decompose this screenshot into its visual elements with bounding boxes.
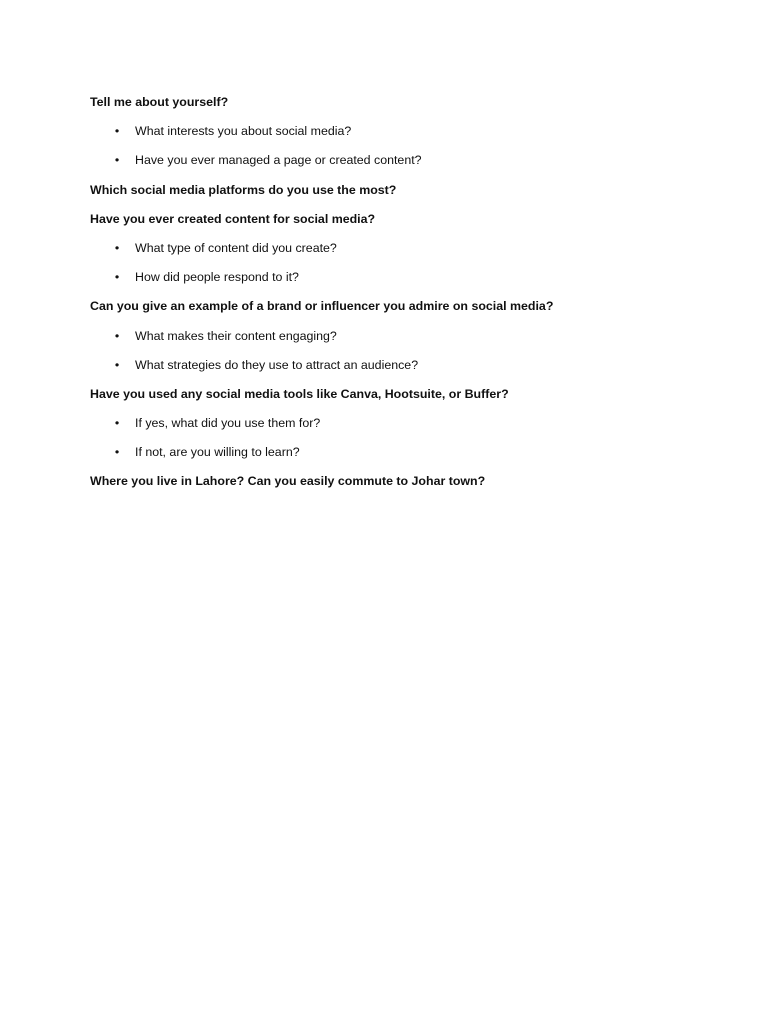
bullet-icon: • <box>114 153 120 168</box>
question-heading: Have you ever created content for social media? <box>90 211 376 226</box>
bullet-icon: • <box>114 445 120 460</box>
bullet-icon: • <box>114 124 120 139</box>
bullet-icon: • <box>114 357 120 372</box>
question-heading: Can you give an example of a brand or influencer you admire on social media? <box>90 299 554 314</box>
question-heading: Where you live in Lahore? Can you easily commute to Johar town? <box>90 474 486 489</box>
document-content <box>90 93 710 502</box>
bullet-item <box>90 356 710 385</box>
bullet-item <box>90 443 710 472</box>
bullet-text: What strategies do they use to attract an audience? <box>135 357 419 372</box>
bullet-text: How did people respond to it? <box>135 270 299 285</box>
question-heading: Which social media platforms do you use the most? <box>90 182 397 197</box>
bullet-icon: • <box>114 270 120 285</box>
bullet-item <box>90 239 710 268</box>
bullet-icon: • <box>114 240 120 255</box>
bullet-text: Have you ever managed a page or created content? <box>135 153 422 168</box>
bullet-text: What type of content did you create? <box>135 240 337 255</box>
bullet-text: What interests you about social media? <box>135 124 352 139</box>
bullet-item <box>90 151 710 180</box>
bullet-item <box>90 122 710 151</box>
question-heading: Tell me about yourself? <box>90 95 229 109</box>
bullet-text: What makes their content engaging? <box>135 328 337 343</box>
bullet-item <box>90 327 710 356</box>
bullet-text: If yes, what did you use them for? <box>135 416 321 431</box>
bullet-item <box>90 268 710 297</box>
bullet-icon: • <box>114 416 120 431</box>
bullet-text: If not, are you willing to learn? <box>135 445 300 460</box>
question-heading: Have you used any social media tools like Canva, Hootsuite, or Buffer? <box>90 386 509 401</box>
bullet-icon: • <box>114 328 120 343</box>
bullet-item <box>90 414 710 443</box>
